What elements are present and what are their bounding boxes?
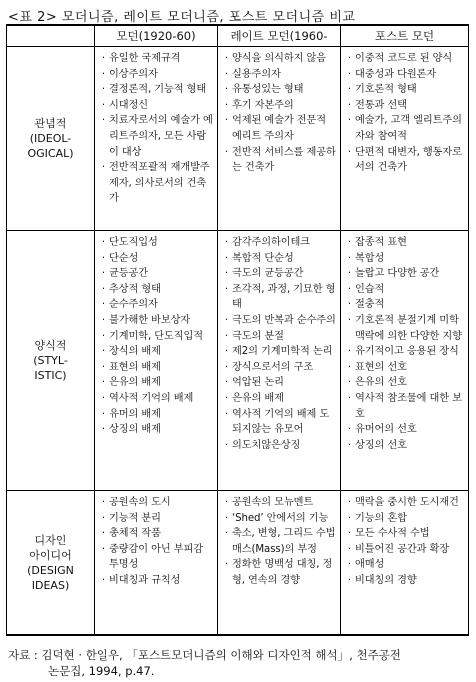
category-label-line: OGICAL) bbox=[27, 147, 74, 160]
list-item: · 기능의 혼합 bbox=[344, 511, 464, 527]
data-cell bbox=[218, 47, 341, 231]
list-item: · 억제된 예술가 전문적 예리트 주의자 bbox=[221, 113, 336, 144]
list-item: · 전반적포괄적 재개발주제자, 의사로서의 건축가 bbox=[98, 160, 213, 207]
list-item: · 유일한 국제규격 bbox=[98, 51, 213, 67]
list-item: · 단편적 대변자, 행동자로서의 건축가 bbox=[344, 145, 464, 176]
list-item: · 정화한 명백성 대칭, 정형, 연속의 경향 bbox=[221, 557, 336, 588]
list-item: · 전통과 선택 bbox=[344, 98, 464, 114]
bullet-list bbox=[221, 51, 336, 176]
header-row bbox=[7, 25, 469, 47]
list-item: · 축소, 변형, 그리드 수법 매스(Mass)의 부정 bbox=[221, 526, 336, 557]
list-item: · 복합성 bbox=[344, 251, 464, 267]
list-item: · 역사적 참조물에 대한 보호 bbox=[344, 391, 464, 422]
list-item: · 조각적, 과정, 기묘한 형태 bbox=[221, 282, 336, 313]
list-item: · 모든 수사적 수법 bbox=[344, 526, 464, 542]
list-item: · 은유의 배제 bbox=[98, 375, 213, 391]
category-label-line: IDEAS) bbox=[31, 578, 70, 592]
list-item: · 단순성 bbox=[98, 251, 213, 267]
list-item: · 놀랍고 다양한 공간 bbox=[344, 266, 464, 282]
list-item: · 대중성과 다원론자 bbox=[344, 67, 464, 83]
category-label-line: (IDEOL- bbox=[29, 132, 72, 145]
header-cell-post-modern: 포스트 모던 bbox=[341, 25, 469, 47]
header-cell-modern: 모던(1920-60) bbox=[95, 25, 218, 47]
category-label-line: 디자인 bbox=[34, 533, 67, 547]
list-item: · 결정론적, 기능적 형태 bbox=[98, 82, 213, 98]
list-item: · 예술가, 고객 엘리트주의자와 참여적 bbox=[344, 113, 464, 144]
list-item: · 유머의 배제 bbox=[98, 407, 213, 423]
source-line: 논문집, 1994, p.47. bbox=[48, 664, 155, 678]
category-cell bbox=[7, 47, 95, 231]
list-item: · 이상주의자 bbox=[98, 67, 213, 83]
list-item: · 이중적 코드로 된 양식 bbox=[344, 51, 464, 67]
list-item: · 기계미학, 단도직입적 bbox=[98, 329, 213, 345]
list-item: · 공원속의 모뉴멘트 bbox=[221, 495, 336, 511]
list-item: · 비대칭과 규칙성 bbox=[98, 573, 213, 589]
bullet-list bbox=[98, 51, 213, 207]
list-item: · 은유의 선호 bbox=[344, 375, 464, 391]
list-item: · 추상적 형태 bbox=[98, 282, 213, 298]
table-row-stylistic bbox=[7, 231, 469, 491]
header-cell-late-modern: 레이트 모던(1960- bbox=[218, 25, 341, 47]
list-item: · 절충적 bbox=[344, 297, 464, 313]
list-item: · 시대정신 bbox=[98, 98, 213, 114]
list-item: · 중량감이 아닌 부피감 투명성 bbox=[98, 542, 213, 573]
list-item: · 표현의 배제 bbox=[98, 360, 213, 376]
list-item: · 역사적 기억의 배제 도되지않는 유모어 bbox=[221, 407, 336, 438]
data-cell bbox=[218, 231, 341, 491]
bullet-list bbox=[98, 495, 213, 589]
category-label-line: (DESIGN bbox=[27, 563, 74, 577]
source-line: 자료 : 김덕현 · 한일우, 「포스트모더니즘의 이해와 디자인적 해석」, 천주공전 bbox=[8, 648, 401, 662]
bullet-list bbox=[344, 495, 464, 589]
list-item: · 기호론적 분절기계 미학 맥락에 의한 다양한 지향 bbox=[344, 313, 464, 344]
data-cell bbox=[341, 231, 469, 491]
list-item: · 극도의 분절 bbox=[221, 329, 336, 345]
list-item: · 공원속의 도시 bbox=[98, 495, 213, 511]
list-item: · 감각주의하이테크 bbox=[221, 235, 336, 251]
list-item: · 단도직입성 bbox=[98, 235, 213, 251]
table-caption: <표 2> 모더니즘, 레이트 모더니즘, 포스트 모더니즘 비교 bbox=[8, 10, 356, 25]
category-label-line: (STYL- bbox=[33, 354, 68, 367]
data-cell bbox=[218, 491, 341, 636]
list-item: · 잡종적 표현 bbox=[344, 235, 464, 251]
category-cell bbox=[7, 491, 95, 636]
list-item: · 후기 자본주의 bbox=[221, 98, 336, 114]
list-item: · 기능적 분리 bbox=[98, 511, 213, 527]
list-item: · 애매성 bbox=[344, 557, 464, 573]
data-cell bbox=[341, 491, 469, 636]
list-item: · 치료자로서의 예술가 예리트주의자, 모든 사람이 대상 bbox=[98, 113, 213, 160]
list-item: · 맥락을 중시한 도시재건 bbox=[344, 495, 464, 511]
list-item: · 복합적 단순성 bbox=[221, 251, 336, 267]
list-item: · 의도치않은상징 bbox=[221, 438, 336, 454]
list-item: · 표현의 선호 bbox=[344, 360, 464, 376]
list-item: · 역사적 기억의 배제 bbox=[98, 391, 213, 407]
list-item: · 균등공간 bbox=[98, 266, 213, 282]
list-item: · 유통성있는 형태 bbox=[221, 82, 336, 98]
data-cell bbox=[95, 47, 218, 231]
comparison-table bbox=[6, 24, 469, 636]
data-cell bbox=[341, 47, 469, 231]
table-row-design-ideas bbox=[7, 491, 469, 636]
list-item: · 기호론적 형태 bbox=[344, 82, 464, 98]
list-item: · 실용주의자 bbox=[221, 67, 336, 83]
list-item: · 억압된 논리 bbox=[221, 375, 336, 391]
list-item: · 극도의 균등공간 bbox=[221, 266, 336, 282]
list-item: · 전반적 서비스를 제공하는 건축가 bbox=[221, 145, 336, 176]
list-item: · 은유의 배제 bbox=[221, 391, 336, 407]
list-item: · 양식을 의식하지 않음 bbox=[221, 51, 336, 67]
list-item: · 제2의 기계미학적 논리 bbox=[221, 344, 336, 360]
list-item: · 상징의 선호 bbox=[344, 438, 464, 454]
list-item: · 장식의 배제 bbox=[98, 344, 213, 360]
table-row-ideological bbox=[7, 47, 469, 231]
bullet-list bbox=[98, 235, 213, 438]
list-item: · 비틀어진 공간과 확장 bbox=[344, 542, 464, 558]
list-item: · 비대칭의 경향 bbox=[344, 573, 464, 589]
data-cell bbox=[95, 491, 218, 636]
data-cell bbox=[95, 231, 218, 491]
list-item: · 장식으로서의 구조 bbox=[221, 360, 336, 376]
bullet-list bbox=[221, 235, 336, 453]
header-cell-corner bbox=[7, 25, 95, 47]
list-item: · 상징의 배제 bbox=[98, 422, 213, 438]
list-item: · 불가해한 바보상자 bbox=[98, 313, 213, 329]
bullet-list bbox=[344, 51, 464, 176]
list-item: · 유머어의 선호 bbox=[344, 422, 464, 438]
bullet-list bbox=[344, 235, 464, 453]
list-item: · 인습적 bbox=[344, 282, 464, 298]
category-label-line: ISTIC) bbox=[34, 369, 67, 382]
list-item: · ‘Shed’ 안에서의 기능 bbox=[221, 511, 336, 527]
list-item: · 순수주의자 bbox=[98, 297, 213, 313]
bullet-list bbox=[221, 495, 336, 589]
source-note bbox=[8, 647, 468, 679]
category-label-line: 관념적 bbox=[34, 117, 67, 130]
list-item: · 총체적 작품 bbox=[98, 526, 213, 542]
category-cell bbox=[7, 231, 95, 491]
category-label-line: 양식적 bbox=[34, 339, 67, 352]
list-item: · 극도의 반복과 순수주의 bbox=[221, 313, 336, 329]
category-label-line: 아이디어 bbox=[29, 548, 72, 562]
list-item: · 유기적이고 응용된 장식 bbox=[344, 344, 464, 360]
